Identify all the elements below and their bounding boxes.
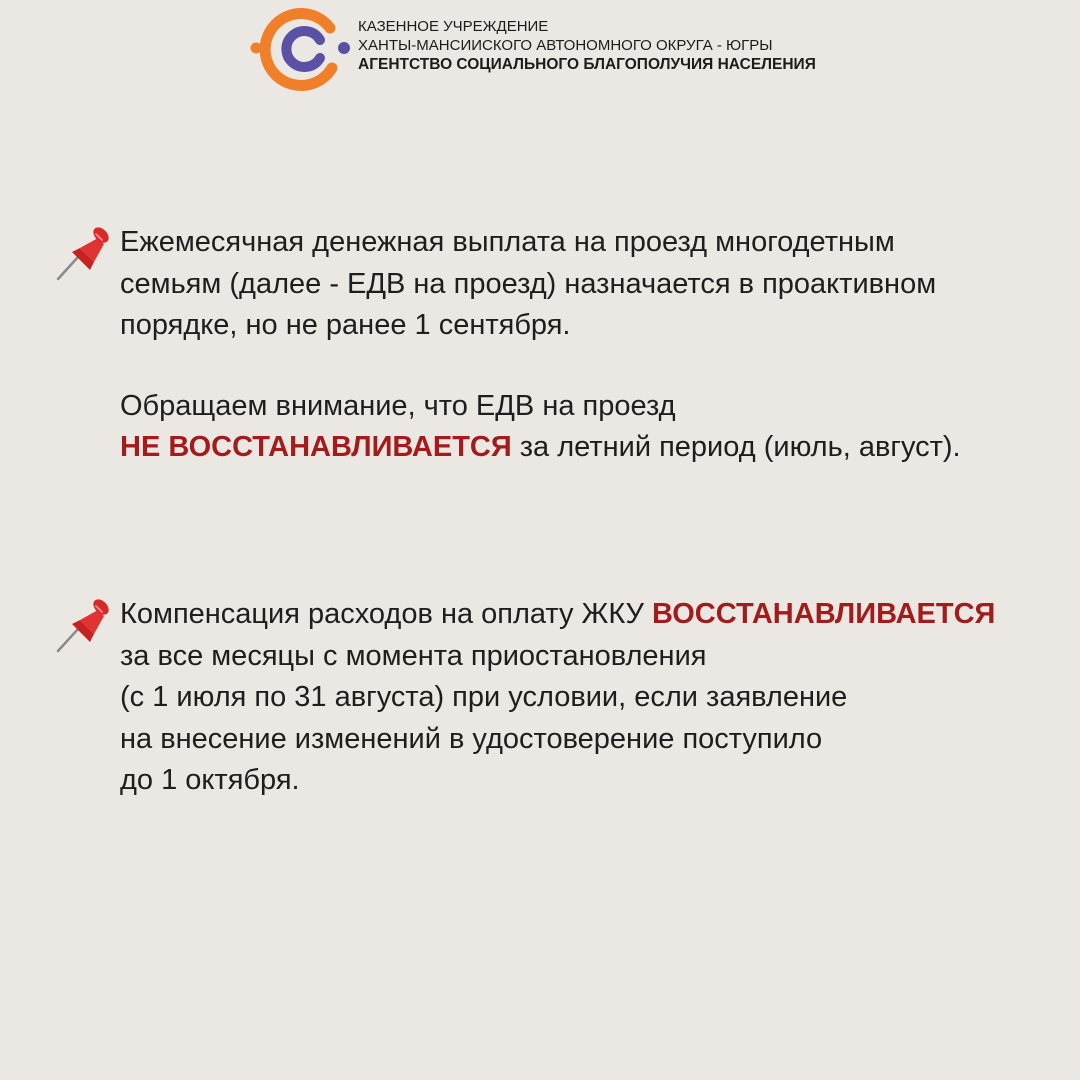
info-block-housing-compensation xyxy=(54,594,1054,834)
text-line: на внесение изменений в удостоверение поступило xyxy=(120,722,823,755)
text-line: Обращаем внимание, что ЕДВ на проезд xyxy=(120,389,676,422)
info-text-housing-compensation xyxy=(120,594,1070,802)
text-line: порядке, но не ранее 1 сентября. xyxy=(120,309,571,341)
emphasis-not-restored: НЕ ВОССТАНАВЛИВАЕТСЯ xyxy=(120,431,512,463)
pushpin-icon xyxy=(54,594,114,654)
text-line: до 1 октября. xyxy=(120,764,300,796)
text-line: Ежемесячная денежная выплата на проезд многодетным xyxy=(120,226,895,258)
text-line xyxy=(120,427,1070,469)
text-line: за все месяцы с момента приостановления xyxy=(120,639,707,672)
org-line-3: АГЕНТСТВО СОЦИАЛЬНОГО БЛАГОПОЛУЧИЯ НАСЕЛЕНИЯ xyxy=(358,56,816,73)
text-line: (с 1 июля по 31 августа) при условии, если заявление xyxy=(120,681,848,713)
text-line xyxy=(120,594,1070,636)
emphasis-restored: ВОССТАНАВЛИВАЕТСЯ xyxy=(652,598,996,630)
pushpin-icon xyxy=(54,222,114,282)
text-fragment: Компенсация расходов на оплату ЖКУ xyxy=(120,598,644,630)
text-fragment: за летний период (июль, август). xyxy=(519,431,961,463)
text-line: семьям (далее - ЕДВ на проезд) назначается в проактивном xyxy=(120,267,937,300)
info-text-travel-payment xyxy=(120,222,1070,469)
org-line-1: КАЗЕННОЕ УЧРЕЖДЕНИЕ xyxy=(358,18,549,35)
agency-logo-circle-icon xyxy=(248,4,358,94)
header xyxy=(248,4,888,94)
info-block-travel-payment xyxy=(54,222,1054,522)
org-line-2: ХАНТЫ-МАНСИИСКОГО АВТОНОМНОГО ОКРУГА - ЮГРЫ xyxy=(358,37,773,54)
organization-name xyxy=(358,17,878,74)
